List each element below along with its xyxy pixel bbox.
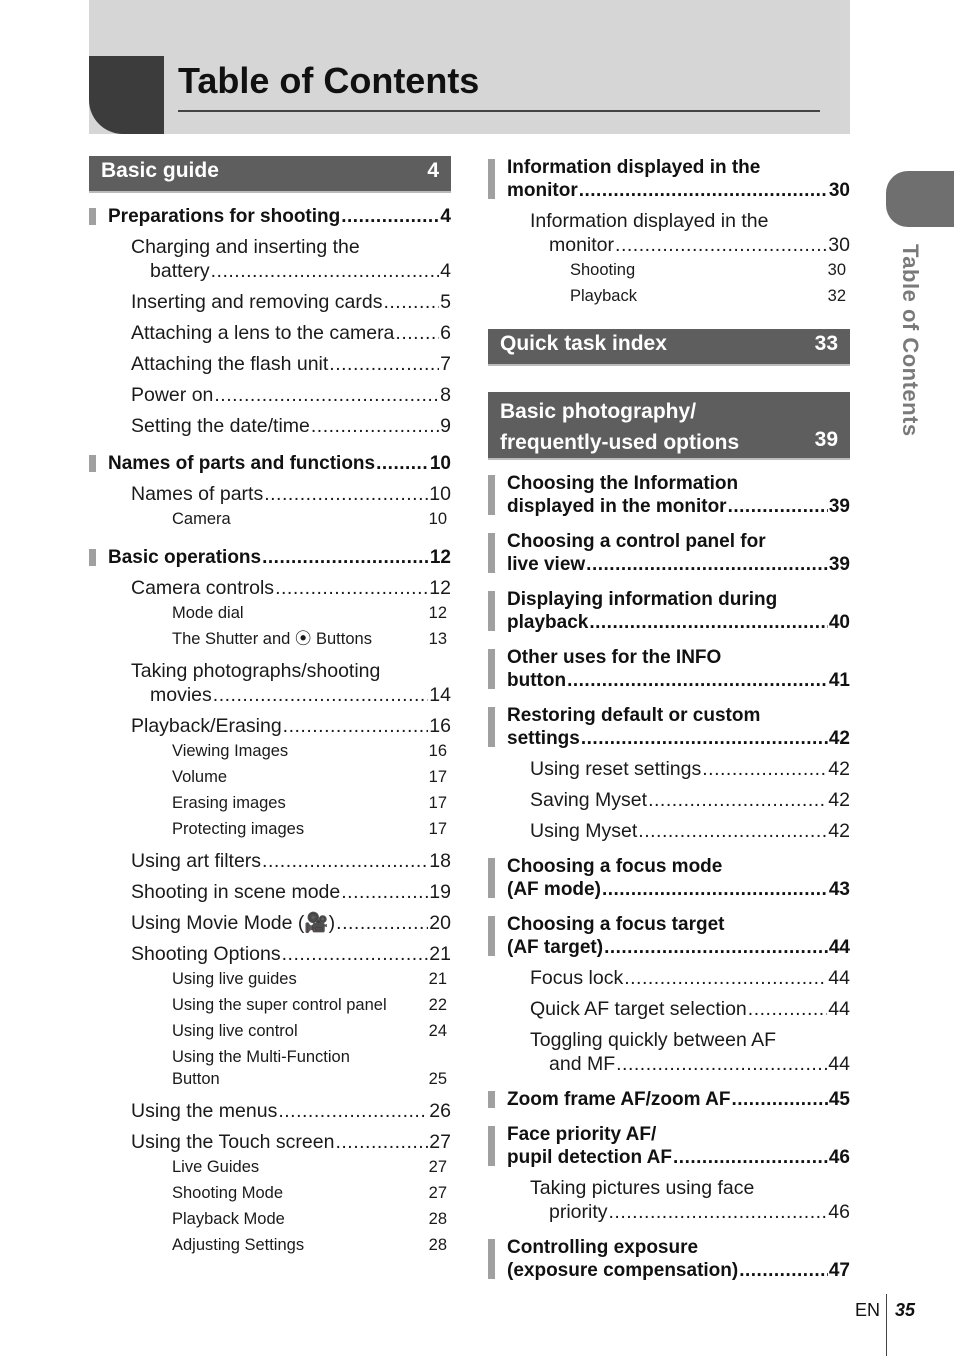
toc-group-heading[interactable] — [488, 646, 850, 692]
left-column — [89, 156, 451, 1258]
entry-page: 18 — [429, 850, 451, 872]
section-label: Basic guide — [101, 159, 219, 182]
toc-subentry[interactable] — [89, 600, 451, 626]
entry-page: 10 — [429, 483, 451, 505]
section-quick-task-index[interactable] — [488, 329, 850, 366]
toc-subentry[interactable] — [89, 816, 451, 842]
entry-text: Using the menus — [131, 1100, 278, 1122]
entry-page: 12 — [429, 577, 451, 599]
entry-text: Quick AF target selection — [530, 998, 747, 1020]
entry-text: Names of parts and functions — [108, 453, 376, 474]
group-text-line1: Information displayed in the — [507, 157, 761, 178]
toc-leader-line — [507, 1259, 850, 1282]
leader-dots — [395, 321, 439, 345]
section-label-line1: Basic photography/ — [500, 400, 697, 423]
leader-dots — [282, 942, 429, 966]
toc-subentry[interactable] — [89, 1044, 451, 1092]
entry-text: priority — [549, 1201, 608, 1223]
entry-text-line1: Toggling quickly between AF — [530, 1029, 777, 1051]
leader-dots — [383, 290, 439, 314]
subentry-text: Using live control — [172, 1022, 298, 1040]
entry-text: Focus lock — [530, 967, 624, 989]
entry-text: Inserting and removing cards — [131, 291, 383, 313]
toc-leader-line — [507, 727, 850, 750]
toc-subentry[interactable] — [488, 257, 850, 283]
subentry-text: Mode dial — [172, 604, 244, 622]
toc-group-heading[interactable] — [488, 1236, 850, 1282]
toc-leader-line — [131, 880, 451, 904]
toc-entry[interactable] — [488, 1176, 850, 1224]
entry-page: 4 — [440, 206, 451, 227]
entry-text: Attaching the flash unit — [131, 353, 329, 375]
entry-text: monitor — [507, 180, 578, 201]
side-tab[interactable] — [886, 171, 954, 227]
entry-page: 19 — [429, 881, 451, 903]
toc-leader-line — [530, 997, 850, 1021]
entry-page: 39 — [828, 554, 850, 575]
toc-subentry[interactable] — [89, 790, 451, 816]
footer-language: EN — [855, 1300, 881, 1320]
leader-dots — [581, 727, 828, 750]
toc-entry[interactable] — [89, 414, 451, 438]
toc-group-heading[interactable] — [488, 588, 850, 634]
entry-text-line1: Information displayed in the — [530, 210, 769, 232]
toc-leader-line — [507, 179, 850, 202]
entry-text: Shooting in scene mode — [131, 881, 341, 903]
subentry-text: Playback — [570, 287, 637, 305]
leader-dots — [673, 1146, 828, 1169]
toc-subentry[interactable] — [89, 1154, 451, 1180]
leader-dots — [586, 553, 828, 576]
entry-page: 47 — [828, 1260, 850, 1281]
entry-page: 10 — [429, 453, 451, 474]
entry-text: monitor — [549, 234, 615, 256]
entry-page: 40 — [828, 612, 850, 633]
entry-page: 43 — [828, 879, 850, 900]
toc-subentry[interactable] — [89, 966, 451, 992]
entry-page: 42 — [828, 728, 850, 749]
entry-page: 30 — [828, 180, 850, 201]
entry-page: 44 — [828, 937, 850, 958]
entry-page: 20 — [429, 912, 451, 934]
subentry-page: 17 — [428, 794, 447, 812]
toc-group-heading[interactable] — [488, 913, 850, 959]
entry-text: Power on — [131, 384, 214, 406]
section-page: 4 — [427, 159, 439, 182]
toc-entry[interactable] — [89, 1130, 451, 1154]
subentry-page: 27 — [428, 1184, 447, 1202]
toc-leader-line — [507, 878, 850, 901]
toc-entry[interactable] — [89, 942, 451, 966]
toc-leader-line — [108, 452, 451, 475]
footer-rule — [886, 1294, 887, 1356]
leader-dots — [275, 576, 428, 600]
side-label: Table of Contents — [898, 244, 923, 437]
toc-entry[interactable] — [488, 819, 850, 843]
group-text-line1: Restoring default or custom — [507, 705, 761, 726]
group-text-line1: Choosing a control panel for — [507, 531, 766, 552]
leader-dots — [624, 966, 827, 990]
leader-dots — [739, 1259, 828, 1282]
leader-dots — [615, 233, 827, 257]
entry-page: 46 — [828, 1201, 850, 1223]
leader-dots — [609, 1200, 828, 1224]
toc-leader-line — [507, 495, 850, 518]
entry-text-line1: Taking pictures using face — [530, 1177, 755, 1199]
entry-text: Attaching a lens to the camera — [131, 322, 395, 344]
toc-entry[interactable] — [488, 966, 850, 990]
entry-page: 12 — [429, 547, 451, 568]
section-page: 33 — [814, 332, 838, 355]
subentry-page: 30 — [827, 261, 846, 279]
footer-page-number: 35 — [895, 1300, 916, 1320]
entry-text-line1: Taking photographs/shooting — [131, 660, 381, 682]
entry-page: 45 — [828, 1089, 850, 1110]
toc-subentry[interactable] — [89, 1232, 451, 1258]
entry-page: 44 — [828, 1053, 850, 1075]
leader-dots — [311, 414, 439, 438]
leader-dots — [648, 788, 827, 812]
subentry-page: 12 — [428, 604, 447, 622]
toc-leader-line — [507, 611, 850, 634]
subentry-text: Using live guides — [172, 970, 297, 988]
leader-dots — [579, 179, 828, 202]
entry-text: live view — [507, 554, 586, 575]
group-text-line1: Choosing a focus mode — [507, 856, 723, 877]
right-top-group — [488, 156, 850, 309]
toc-leader-line — [530, 1200, 850, 1224]
leader-dots — [329, 352, 439, 376]
subentry-text: Protecting images — [172, 820, 305, 838]
entry-page: 44 — [828, 998, 850, 1020]
subentry-text: Shooting — [570, 261, 636, 279]
leader-dots — [278, 1099, 428, 1123]
toc-leader-line — [131, 290, 451, 314]
toc-subentry[interactable] — [89, 992, 451, 1018]
toc-entry[interactable] — [89, 383, 451, 407]
subentry-page: 17 — [428, 768, 447, 786]
toc-leader-line — [530, 819, 850, 843]
group-text-line1: Choosing a focus target — [507, 914, 725, 935]
toc-leader-line — [507, 669, 850, 692]
toc-leader-line — [131, 259, 451, 283]
leader-dots — [616, 1052, 827, 1076]
leader-dots — [336, 911, 428, 935]
section-label: Quick task index — [500, 332, 667, 355]
toc-entry[interactable] — [89, 235, 451, 283]
toc-entry[interactable] — [89, 352, 451, 376]
leader-dots — [262, 546, 429, 569]
toc-entry[interactable] — [89, 911, 451, 935]
entry-page: 41 — [828, 670, 850, 691]
entry-text: Preparations for shooting — [108, 206, 341, 227]
entry-page: 8 — [440, 384, 451, 406]
leader-dots — [702, 757, 827, 781]
subentry-page: 32 — [827, 287, 846, 305]
leader-dots — [376, 452, 429, 475]
subentry-page: 13 — [428, 630, 447, 648]
subentry-page: 28 — [428, 1210, 447, 1228]
group-text-line1: Other uses for the INFO — [507, 647, 722, 668]
entry-page: 46 — [828, 1147, 850, 1168]
toc-leader-line — [507, 1146, 850, 1169]
group-text-line1: Displaying information during — [507, 589, 778, 610]
title-rule — [178, 110, 820, 112]
toc-group-heading[interactable] — [89, 205, 451, 228]
leader-dots — [748, 997, 828, 1021]
subentry-text: Viewing Images — [172, 742, 289, 760]
entry-page: 26 — [429, 1100, 451, 1122]
toc-group-heading[interactable] — [488, 1088, 850, 1111]
toc-entry[interactable] — [488, 997, 850, 1021]
toc-entry[interactable] — [488, 1028, 850, 1076]
entry-page: 39 — [828, 496, 850, 517]
subentry-text: Camera — [172, 510, 231, 528]
toc-group-heading[interactable] — [488, 855, 850, 901]
entry-text: Playback/Erasing — [131, 715, 282, 737]
toc-leader-line — [131, 1130, 451, 1154]
leader-dots — [728, 495, 828, 518]
toc-leader-line — [507, 936, 850, 959]
entry-text: Using the Touch screen — [131, 1131, 335, 1153]
toc-entry[interactable] — [89, 880, 451, 904]
toc-leader-line — [530, 788, 850, 812]
subentry-page: 27 — [428, 1158, 447, 1176]
entry-text: playback — [507, 612, 589, 633]
subentry-text: Shooting Mode — [172, 1184, 283, 1202]
toc-leader-line — [131, 1099, 451, 1123]
toc-subentry[interactable] — [89, 1180, 451, 1206]
entry-page: 42 — [828, 789, 850, 811]
page-title: Table of Contents — [178, 60, 480, 101]
toc-entry[interactable] — [89, 849, 451, 873]
subentry-text-line2-label: Button — [172, 1070, 220, 1088]
entry-text: Using reset settings — [530, 758, 702, 780]
toc-subentry[interactable] — [89, 626, 451, 652]
entry-page: 5 — [440, 291, 451, 313]
toc-leader-line — [131, 414, 451, 438]
entry-page: 4 — [440, 260, 451, 282]
subentry-text: The Shutter and ⦿ Buttons — [172, 630, 372, 648]
subentry-page: 21 — [428, 970, 447, 988]
toc-leader-line — [530, 757, 850, 781]
toc-entry[interactable] — [89, 1099, 451, 1123]
entry-text: pupil detection AF — [507, 1147, 673, 1168]
entry-page: 16 — [429, 715, 451, 737]
section-page: 39 — [814, 428, 838, 451]
entry-page: 42 — [828, 758, 850, 780]
leader-dots — [213, 683, 429, 707]
subentry-page: 22 — [428, 996, 447, 1014]
right-groups — [488, 472, 850, 1282]
entry-page: 30 — [828, 234, 850, 256]
subentry-text-line2 — [172, 1068, 447, 1090]
subentry-text: Using the super control panel — [172, 996, 387, 1014]
entry-text: Using Myset — [530, 820, 638, 842]
toc-leader-line — [131, 383, 451, 407]
toc-subentry[interactable] — [89, 1018, 451, 1044]
toc-leader-line — [131, 714, 451, 738]
leader-dots — [283, 714, 429, 738]
leader-dots — [264, 482, 428, 506]
toc-entry[interactable] — [89, 321, 451, 345]
toc-entry[interactable] — [89, 659, 451, 707]
toc-leader-line — [131, 482, 451, 506]
right-column — [488, 156, 850, 1282]
entry-text: movies — [150, 684, 212, 706]
entry-text: Using art filters — [131, 850, 262, 872]
leader-dots — [567, 669, 828, 692]
leader-dots — [589, 611, 828, 634]
leader-dots — [604, 936, 828, 959]
entry-text: Setting the date/time — [131, 415, 310, 437]
entry-text: button — [507, 670, 567, 691]
toc-subentry[interactable] — [89, 1206, 451, 1232]
subentry-page: 17 — [428, 820, 447, 838]
toc-entry[interactable] — [89, 482, 451, 506]
subentry-text: Live Guides — [172, 1158, 260, 1176]
toc-leader-line — [530, 233, 850, 257]
subentry-page: 16 — [428, 742, 447, 760]
subentry-text-line1: Using the Multi-Function — [172, 1048, 350, 1066]
group-text-line1: Choosing the Information — [507, 473, 739, 494]
toc-leader-line — [131, 849, 451, 873]
entry-text: Camera controls — [131, 577, 275, 599]
entry-page: 6 — [440, 322, 451, 344]
entry-page: 14 — [429, 684, 451, 706]
toc-subentry[interactable] — [89, 506, 451, 532]
entry-page: 44 — [828, 967, 850, 989]
entry-text: Names of parts — [131, 483, 264, 505]
subentry-text: Erasing images — [172, 794, 286, 812]
toc-leader-line — [507, 553, 850, 576]
toc-leader-line — [131, 576, 451, 600]
group-text-line1: Controlling exposure — [507, 1237, 699, 1258]
toc-entry[interactable] — [488, 209, 850, 257]
entry-text: Saving Myset — [530, 789, 648, 811]
toc-entry[interactable] — [89, 290, 451, 314]
leader-dots — [602, 878, 828, 901]
leader-dots — [731, 1088, 827, 1111]
toc-subentry[interactable] — [488, 283, 850, 309]
entry-page: 7 — [440, 353, 451, 375]
entry-text: Shooting Options — [131, 943, 281, 965]
subentry-text: Volume — [172, 768, 228, 786]
leader-dots — [341, 205, 439, 228]
entry-text: (AF target) — [507, 937, 604, 958]
leader-dots — [211, 259, 440, 283]
leader-dots — [341, 880, 428, 904]
toc-group-heading[interactable] — [488, 156, 850, 202]
subentry-text: Adjusting Settings — [172, 1236, 305, 1254]
toc-leader-line — [507, 1088, 850, 1111]
toc-leader-line — [108, 205, 451, 228]
subentry-text: Playback Mode — [172, 1210, 285, 1228]
toc-leader-line — [131, 352, 451, 376]
left-groups — [89, 205, 451, 1258]
toc-entry[interactable] — [488, 788, 850, 812]
section-basic-photography[interactable] — [488, 392, 850, 460]
entry-page: 9 — [440, 415, 451, 437]
toc-leader-line — [131, 942, 451, 966]
subentry-page: 28 — [428, 1236, 447, 1254]
entry-text-line1: Charging and inserting the — [131, 236, 360, 258]
toc-group-heading[interactable] — [89, 452, 451, 475]
leader-dots — [262, 849, 428, 873]
entry-page: 27 — [429, 1131, 451, 1153]
toc-entry[interactable] — [488, 757, 850, 781]
leader-dots — [214, 383, 439, 407]
toc-group-heading[interactable] — [89, 546, 451, 569]
entry-text: and MF — [549, 1053, 616, 1075]
toc-leader-line — [530, 1052, 850, 1076]
toc-subentry[interactable] — [89, 738, 451, 764]
subentry-page: 25 — [428, 1070, 447, 1088]
toc-leader-line — [131, 911, 451, 935]
toc-group-heading[interactable] — [488, 704, 850, 750]
entry-page: 42 — [828, 820, 850, 842]
entry-text: (AF mode) — [507, 879, 601, 900]
subentry-page: 10 — [428, 510, 447, 528]
toc-leader-line — [131, 321, 451, 345]
subentry-page: 24 — [428, 1022, 447, 1040]
header-tab-block — [89, 56, 164, 134]
toc-subentry[interactable] — [89, 764, 451, 790]
leader-dots — [335, 1130, 428, 1154]
toc-leader-line — [530, 966, 850, 990]
toc-entry[interactable] — [89, 576, 451, 600]
entry-text: settings — [507, 728, 580, 749]
entry-text: Zoom frame AF/zoom AF — [507, 1089, 731, 1110]
entry-text: battery — [150, 260, 210, 282]
toc-leader-line — [131, 683, 451, 707]
toc-group-heading[interactable] — [488, 530, 850, 576]
entry-text: Using Movie Mode (🎥) — [131, 912, 336, 934]
toc-group-heading[interactable] — [488, 1123, 850, 1169]
entry-text: displayed in the monitor — [507, 496, 727, 517]
leader-dots — [638, 819, 827, 843]
group-text-line1: Face priority AF/ — [507, 1124, 657, 1145]
entry-text: (exposure compensation) — [507, 1260, 739, 1281]
entry-page: 21 — [429, 943, 451, 965]
toc-group-heading[interactable] — [488, 472, 850, 518]
toc-leader-line — [108, 546, 451, 569]
entry-text: Basic operations — [108, 547, 262, 568]
section-basic-guide[interactable] — [89, 156, 451, 193]
toc-entry[interactable] — [89, 714, 451, 738]
section-label-line2: frequently-used options — [500, 431, 740, 454]
